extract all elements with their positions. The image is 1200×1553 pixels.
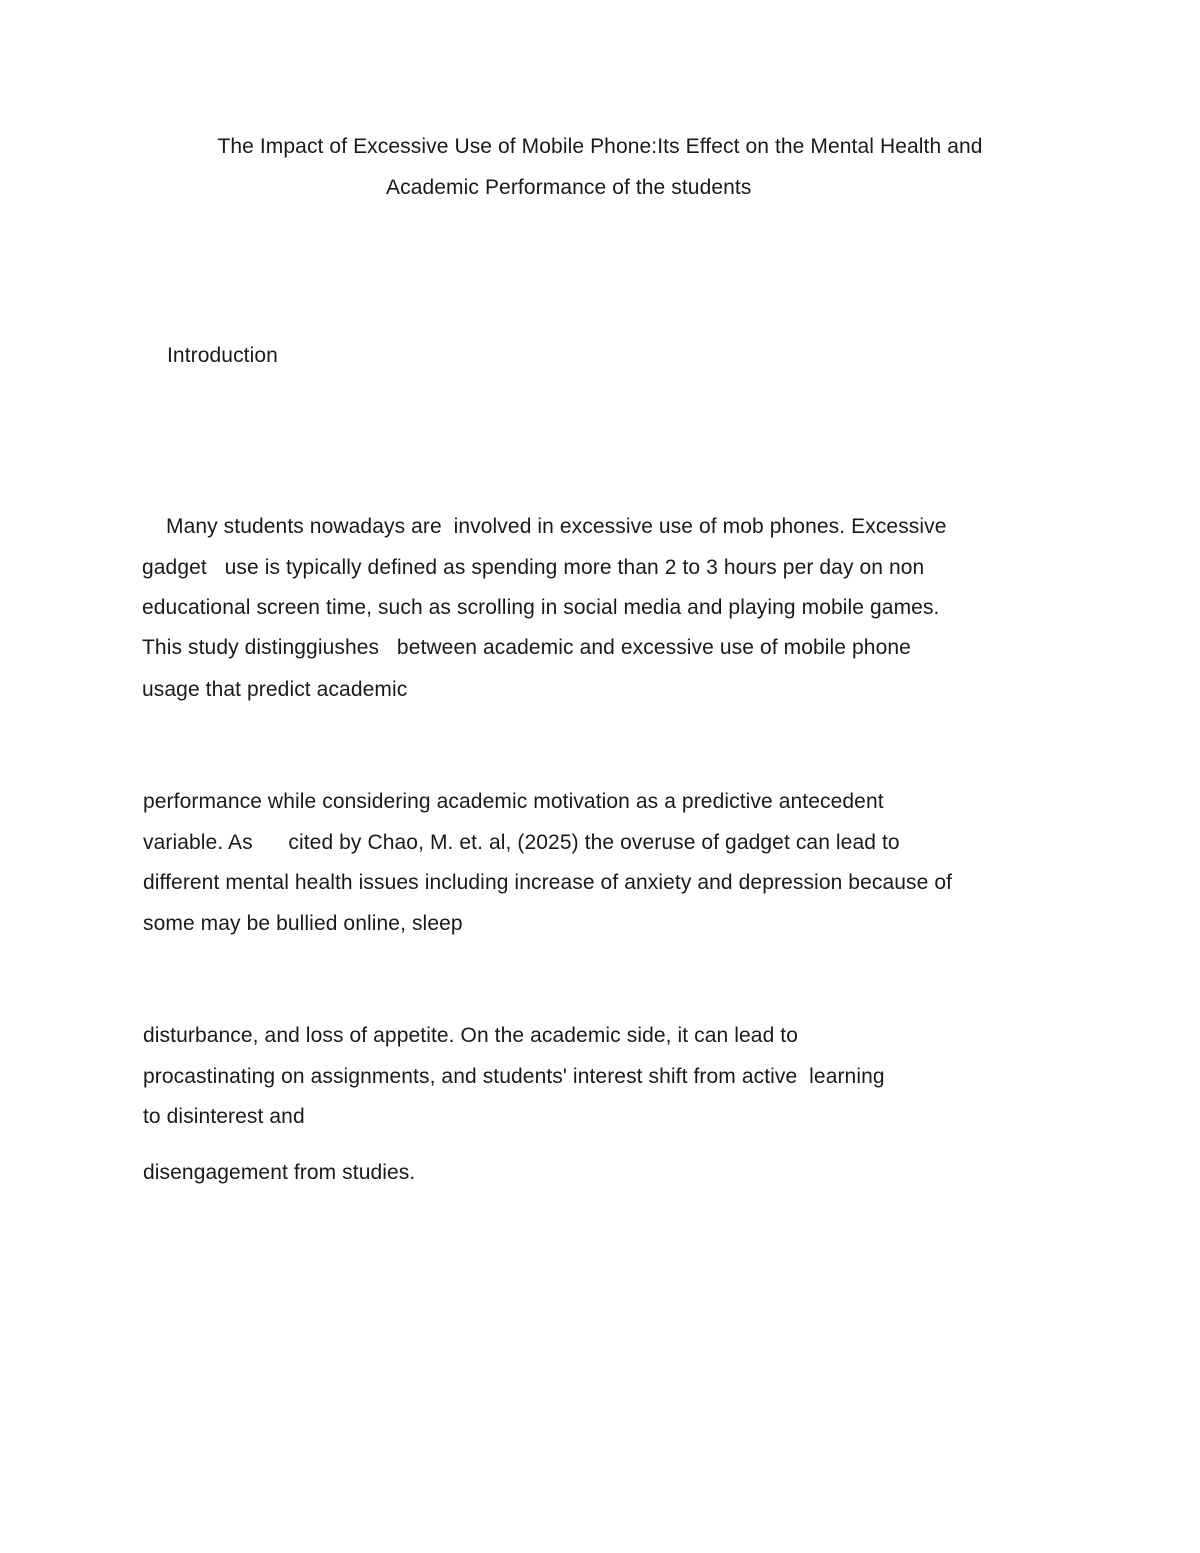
paragraph-1-line-1: Many students nowadays are involved in excessive use of mob phones. Excessive <box>166 515 947 538</box>
paragraph-2-line-4: some may be bullied online, sleep <box>143 912 463 935</box>
paragraph-4-line-1: disengagement from studies. <box>143 1161 416 1184</box>
paragraph-2-line-3: different mental health issues including increase of anxiety and depression because of <box>143 871 953 894</box>
paragraph-1-line-4: This study distinggiushes between academic and excessive use of mobile phone <box>142 636 911 659</box>
paragraph-3-line-2: procastinating on assignments, and students' interest shift from active learning <box>143 1065 885 1088</box>
paragraph-1-line-3: educational screen time, such as scrolling in social media and playing mobile games. <box>142 596 940 619</box>
section-heading-introduction: Introduction <box>167 344 278 367</box>
title-line-1: The Impact of Excessive Use of Mobile Phone:Its Effect on the Mental Health and <box>217 135 983 158</box>
title-line-2: Academic Performance of the students <box>386 176 752 199</box>
paragraph-2-line-2: variable. As cited by Chao, M. et. al, (2025) the overuse of gadget can lead to <box>143 831 900 854</box>
paragraph-1-line-2: gadget use is typically defined as spending more than 2 to 3 hours per day on non <box>142 556 925 579</box>
paragraph-3-line-3: to disinterest and <box>143 1105 305 1128</box>
paragraph-1-line-5: usage that predict academic <box>142 678 408 701</box>
paragraph-3-line-1: disturbance, and loss of appetite. On the academic side, it can lead to <box>143 1024 798 1047</box>
paragraph-2-line-1: performance while considering academic motivation as a predictive antecedent <box>143 790 884 813</box>
